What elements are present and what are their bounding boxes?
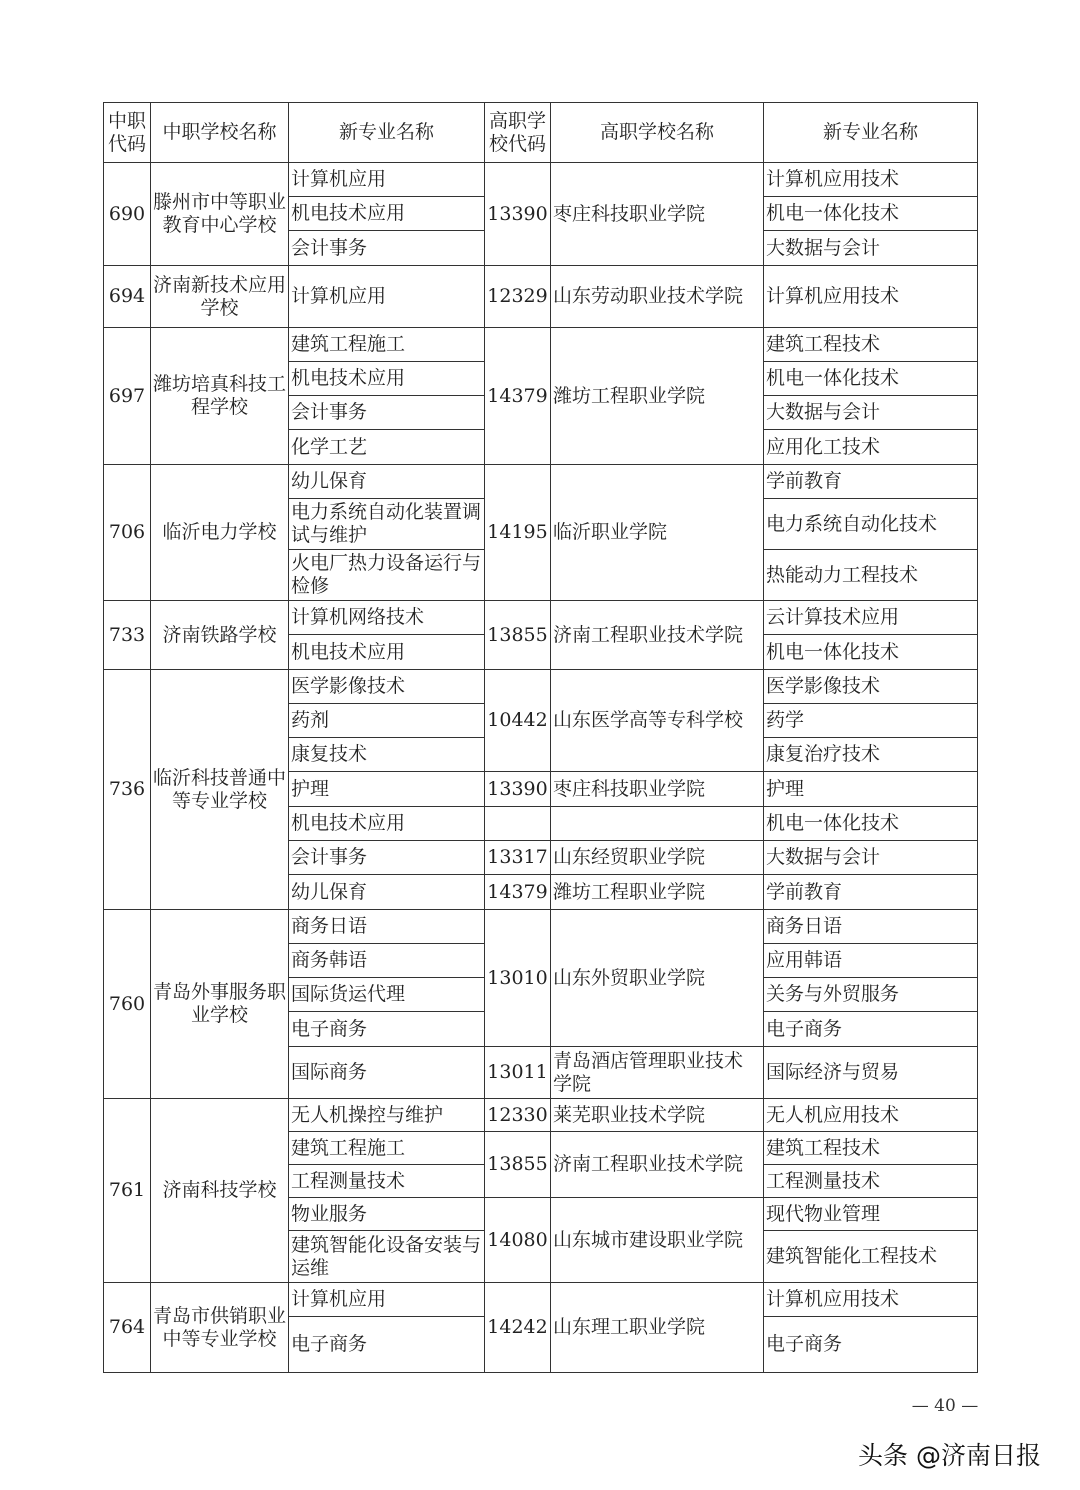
table-row bbox=[104, 163, 978, 197]
zhongzhi-code-cell: 736 bbox=[104, 670, 151, 910]
new-major-cell: 计算机应用技术 bbox=[764, 266, 978, 328]
zhongzhi-code-cell: 764 bbox=[104, 1283, 151, 1373]
gaozhi-code-cell: 13855 bbox=[485, 601, 551, 670]
new-major-cell: 机电一体化技术 bbox=[764, 197, 978, 231]
zhongzhi-school-cell: 济南铁路学校 bbox=[151, 601, 289, 670]
new-major-cell: 康复治疗技术 bbox=[764, 738, 978, 772]
header-cell: 高职学校代码 bbox=[485, 103, 551, 163]
gaozhi-code-cell: 13010 bbox=[485, 910, 551, 1047]
major-cell: 商务日语 bbox=[289, 910, 485, 944]
new-major-cell: 大数据与会计 bbox=[764, 231, 978, 266]
gaozhi-school-cell: 枣庄科技职业学院 bbox=[551, 772, 764, 807]
new-major-cell: 计算机应用技术 bbox=[764, 163, 978, 197]
major-cell: 护理 bbox=[289, 772, 485, 807]
new-major-cell: 无人机应用技术 bbox=[764, 1099, 978, 1132]
new-major-cell: 商务日语 bbox=[764, 910, 978, 944]
table-row bbox=[104, 601, 978, 635]
zhongzhi-school-cell: 青岛外事服务职业学校 bbox=[151, 910, 289, 1099]
gaozhi-code-cell: 10442 bbox=[485, 670, 551, 772]
zhongzhi-code-cell: 694 bbox=[104, 266, 151, 328]
major-cell: 建筑智能化设备安装与运维 bbox=[289, 1231, 485, 1283]
new-major-cell: 机电一体化技术 bbox=[764, 635, 978, 670]
new-major-cell: 医学影像技术 bbox=[764, 670, 978, 704]
gaozhi-code-cell: 14242 bbox=[485, 1283, 551, 1373]
major-cell: 建筑工程施工 bbox=[289, 1132, 485, 1165]
major-cell: 电子商务 bbox=[289, 1317, 485, 1373]
zhongzhi-code-cell: 697 bbox=[104, 328, 151, 465]
major-cell: 计算机网络技术 bbox=[289, 601, 485, 635]
gaozhi-school-cell: 山东理工职业学院 bbox=[551, 1283, 764, 1373]
gaozhi-code-cell: 12330 bbox=[485, 1099, 551, 1132]
zhongzhi-school-cell: 临沂电力学校 bbox=[151, 465, 289, 601]
major-cell: 会计事务 bbox=[289, 396, 485, 430]
major-cell: 幼儿保育 bbox=[289, 875, 485, 910]
major-cell: 会计事务 bbox=[289, 231, 485, 266]
major-cell: 国际商务 bbox=[289, 1047, 485, 1099]
major-cell: 会计事务 bbox=[289, 841, 485, 875]
table-row bbox=[104, 1099, 978, 1132]
major-cell: 计算机应用 bbox=[289, 163, 485, 197]
gaozhi-school-cell: 潍坊工程职业学院 bbox=[551, 328, 764, 465]
new-major-cell: 应用韩语 bbox=[764, 944, 978, 978]
page-number: — 40 — bbox=[911, 1396, 979, 1416]
new-major-cell: 关务与外贸服务 bbox=[764, 978, 978, 1012]
zhongzhi-school-cell: 济南科技学校 bbox=[151, 1099, 289, 1283]
new-major-cell: 大数据与会计 bbox=[764, 841, 978, 875]
new-major-cell: 药学 bbox=[764, 704, 978, 738]
zhongzhi-school-cell: 济南新技术应用学校 bbox=[151, 266, 289, 328]
gaozhi-school-cell: 青岛酒店管理职业技术学院 bbox=[551, 1047, 764, 1099]
major-cell: 机电技术应用 bbox=[289, 807, 485, 841]
gaozhi-school-cell: 山东外贸职业学院 bbox=[551, 910, 764, 1047]
major-cell: 火电厂热力设备运行与检修 bbox=[289, 550, 485, 601]
major-cell: 机电技术应用 bbox=[289, 635, 485, 670]
major-cell: 药剂 bbox=[289, 704, 485, 738]
header-cell: 中职代码 bbox=[104, 103, 151, 163]
header-row bbox=[104, 103, 978, 163]
specialty-table bbox=[103, 102, 978, 1373]
new-major-cell: 机电一体化技术 bbox=[764, 807, 978, 841]
gaozhi-code-cell: 14195 bbox=[485, 465, 551, 601]
gaozhi-code-cell: 13390 bbox=[485, 772, 551, 807]
major-cell: 计算机应用 bbox=[289, 1283, 485, 1317]
gaozhi-code-cell: 13855 bbox=[485, 1132, 551, 1198]
new-major-cell: 计算机应用技术 bbox=[764, 1283, 978, 1317]
new-major-cell: 热能动力工程技术 bbox=[764, 550, 978, 601]
zhongzhi-code-cell: 761 bbox=[104, 1099, 151, 1283]
gaozhi-code-cell bbox=[485, 807, 551, 841]
new-major-cell: 电力系统自动化技术 bbox=[764, 499, 978, 550]
major-cell: 计算机应用 bbox=[289, 266, 485, 328]
new-major-cell: 国际经济与贸易 bbox=[764, 1047, 978, 1099]
table-row bbox=[104, 328, 978, 362]
gaozhi-code-cell: 13317 bbox=[485, 841, 551, 875]
zhongzhi-school-cell: 青岛市供销职业中等专业学校 bbox=[151, 1283, 289, 1373]
major-cell: 电子商务 bbox=[289, 1012, 485, 1047]
header-cell: 中职学校名称 bbox=[151, 103, 289, 163]
gaozhi-school-cell: 济南工程职业技术学院 bbox=[551, 601, 764, 670]
major-cell: 建筑工程施工 bbox=[289, 328, 485, 362]
gaozhi-school-cell: 山东城市建设职业学院 bbox=[551, 1198, 764, 1283]
new-major-cell: 机电一体化技术 bbox=[764, 362, 978, 396]
major-cell: 康复技术 bbox=[289, 738, 485, 772]
major-cell: 幼儿保育 bbox=[289, 465, 485, 499]
major-cell: 商务韩语 bbox=[289, 944, 485, 978]
gaozhi-school-cell: 潍坊工程职业学院 bbox=[551, 875, 764, 910]
table-row bbox=[104, 266, 978, 328]
new-major-cell: 电子商务 bbox=[764, 1317, 978, 1373]
gaozhi-school-cell: 山东经贸职业学院 bbox=[551, 841, 764, 875]
table-row bbox=[104, 670, 978, 704]
gaozhi-school-cell: 济南工程职业技术学院 bbox=[551, 1132, 764, 1198]
table-row bbox=[104, 465, 978, 499]
new-major-cell: 建筑智能化工程技术 bbox=[764, 1231, 978, 1283]
new-major-cell: 护理 bbox=[764, 772, 978, 807]
header-cell: 新专业名称 bbox=[764, 103, 978, 163]
source-watermark: 头条 @济南日报 bbox=[858, 1441, 1041, 1470]
major-cell: 医学影像技术 bbox=[289, 670, 485, 704]
gaozhi-code-cell: 12329 bbox=[485, 266, 551, 328]
new-major-cell: 建筑工程技术 bbox=[764, 1132, 978, 1165]
major-cell: 机电技术应用 bbox=[289, 197, 485, 231]
new-major-cell: 建筑工程技术 bbox=[764, 328, 978, 362]
gaozhi-code-cell: 14379 bbox=[485, 328, 551, 465]
gaozhi-code-cell: 14379 bbox=[485, 875, 551, 910]
zhongzhi-school-cell: 临沂科技普通中等专业学校 bbox=[151, 670, 289, 910]
new-major-cell: 电子商务 bbox=[764, 1012, 978, 1047]
header-cell: 高职学校名称 bbox=[551, 103, 764, 163]
new-major-cell: 应用化工技术 bbox=[764, 430, 978, 465]
new-major-cell: 大数据与会计 bbox=[764, 396, 978, 430]
zhongzhi-code-cell: 760 bbox=[104, 910, 151, 1099]
gaozhi-school-cell: 临沂职业学院 bbox=[551, 465, 764, 601]
major-cell: 电力系统自动化装置调试与维护 bbox=[289, 499, 485, 550]
zhongzhi-code-cell: 706 bbox=[104, 465, 151, 601]
gaozhi-school-cell: 山东医学高等专科学校 bbox=[551, 670, 764, 772]
gaozhi-school-cell: 枣庄科技职业学院 bbox=[551, 163, 764, 266]
new-major-cell: 现代物业管理 bbox=[764, 1198, 978, 1231]
new-major-cell: 学前教育 bbox=[764, 465, 978, 499]
major-cell: 化学工艺 bbox=[289, 430, 485, 465]
major-cell: 国际货运代理 bbox=[289, 978, 485, 1012]
new-major-cell: 学前教育 bbox=[764, 875, 978, 910]
zhongzhi-code-cell: 690 bbox=[104, 163, 151, 266]
new-major-cell: 工程测量技术 bbox=[764, 1165, 978, 1198]
table-row bbox=[104, 910, 978, 944]
zhongzhi-school-cell: 潍坊培真科技工程学校 bbox=[151, 328, 289, 465]
gaozhi-code-cell: 13390 bbox=[485, 163, 551, 266]
gaozhi-code-cell: 13011 bbox=[485, 1047, 551, 1099]
header-cell: 新专业名称 bbox=[289, 103, 485, 163]
new-major-cell: 云计算技术应用 bbox=[764, 601, 978, 635]
major-cell: 无人机操控与维护 bbox=[289, 1099, 485, 1132]
gaozhi-school-cell bbox=[551, 807, 764, 841]
table-row bbox=[104, 1283, 978, 1317]
zhongzhi-school-cell: 滕州市中等职业教育中心学校 bbox=[151, 163, 289, 266]
gaozhi-school-cell: 山东劳动职业技术学院 bbox=[551, 266, 764, 328]
major-cell: 机电技术应用 bbox=[289, 362, 485, 396]
gaozhi-school-cell: 莱芜职业技术学院 bbox=[551, 1099, 764, 1132]
gaozhi-code-cell: 14080 bbox=[485, 1198, 551, 1283]
major-cell: 工程测量技术 bbox=[289, 1165, 485, 1198]
major-cell: 物业服务 bbox=[289, 1198, 485, 1231]
zhongzhi-code-cell: 733 bbox=[104, 601, 151, 670]
